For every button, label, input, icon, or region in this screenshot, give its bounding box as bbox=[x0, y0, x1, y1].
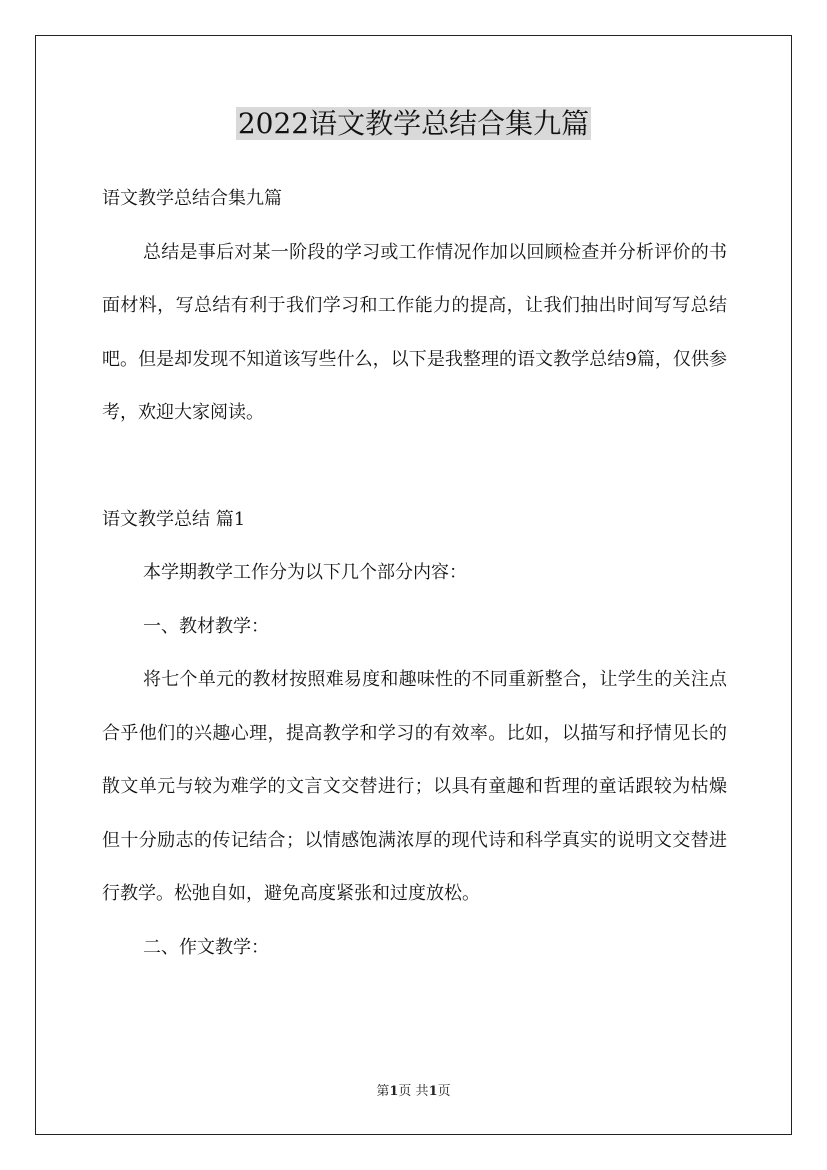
footer-page-mid: 页 共 bbox=[398, 1084, 429, 1099]
document-subtitle: 语文教学总结合集九篇 bbox=[102, 188, 282, 209]
intro-paragraph: 总结是事后对某一阶段的学习或工作情况作加以回顾检查并分析评价的书面材料，写总结有利于我们学习和工作能力的提高，让我们抽出时间写写总结吧。但是却发现不知道该写些什么，以下是我整理的语文教学总结9篇，仅供参考，欢迎大家阅读。 bbox=[102, 241, 727, 423]
footer-page-current: 1 bbox=[389, 1084, 399, 1099]
section-intro: 本学期教学工作分为以下几个部分内容： bbox=[143, 562, 467, 583]
section-heading: 语文教学总结 篇1 bbox=[102, 508, 246, 530]
part1-body: 将七个单元的教材按照难易度和趣味性的不同重新整合，让学生的关注点合乎他们的兴趣心理，提高教学和学习的有效率。比如，以描写和抒情见长的散文单元与较为难学的文言文交替进行；以具有童趣和哲理的童话跟较为枯燥但十分励志的传记结合；以情感饱满浓厚的现代诗和科学真实的说明文交替进行教学。松弛自如，避免高度紧张和过度放松。 bbox=[102, 669, 727, 904]
document-body bbox=[102, 172, 727, 974]
page-footer bbox=[0, 1082, 827, 1102]
document-title bbox=[0, 104, 827, 144]
footer-page-total: 1 bbox=[428, 1084, 438, 1099]
footer-page-prefix: 第 bbox=[376, 1084, 390, 1099]
footer-page-suffix: 页 bbox=[437, 1084, 451, 1099]
part1-heading: 一、教材教学： bbox=[143, 615, 269, 637]
spacer bbox=[102, 440, 727, 493]
part2-heading: 二、作文教学： bbox=[143, 936, 269, 958]
document-title-text: 2022语文教学总结合集九篇 bbox=[237, 107, 590, 140]
